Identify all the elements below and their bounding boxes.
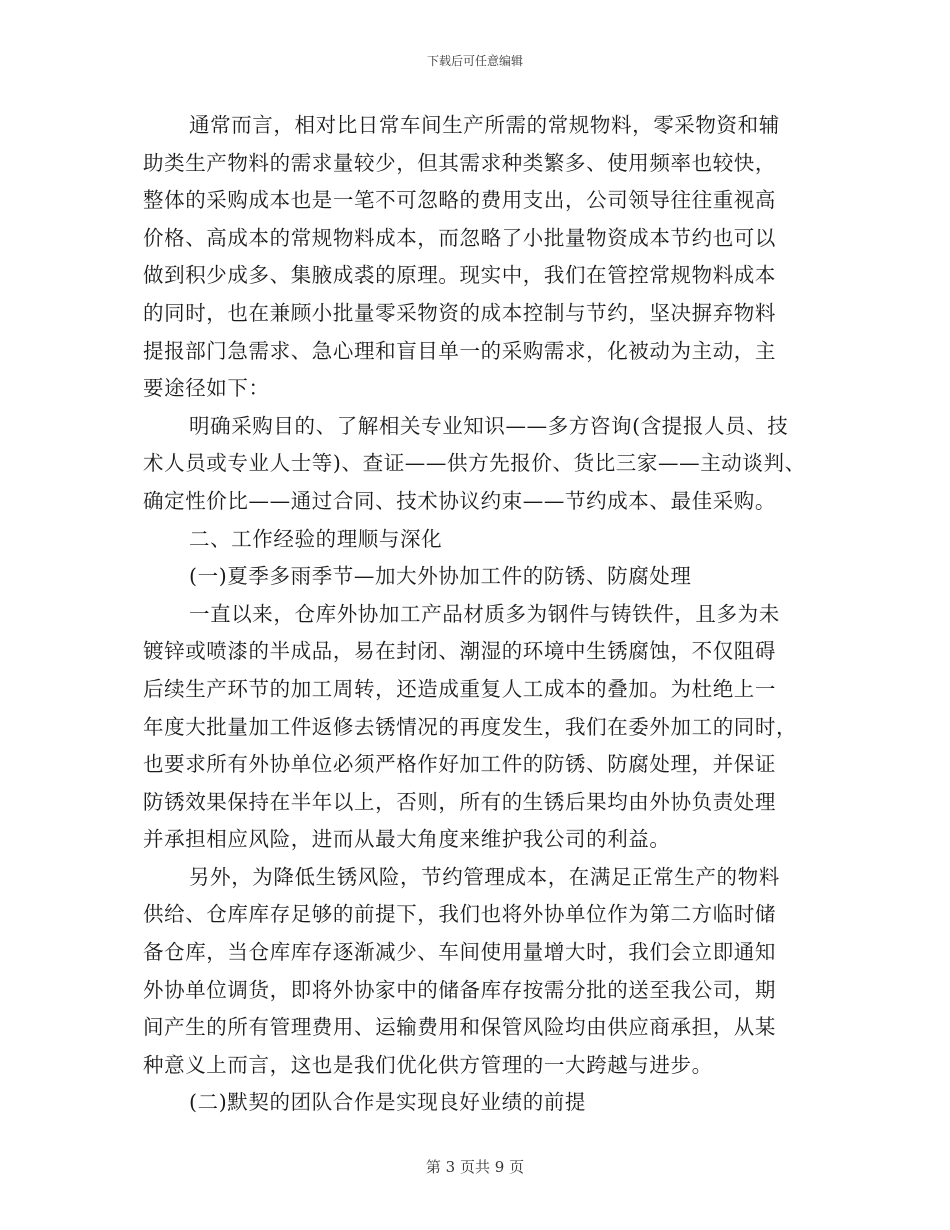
paragraph-line: 另外，为降低生锈风险，节约管理成本，在满足正常生产的物料 bbox=[189, 864, 780, 889]
body-text bbox=[143, 107, 833, 1122]
paragraph-line: 外协单位调货，即将外协家中的储备库存按需分批的送至我公司，期 bbox=[143, 977, 776, 1002]
page-header: 下载后可任意编辑 bbox=[426, 54, 523, 68]
paragraph-line: 术人员或专业人士等)、查证——供方先报价、货比三家——主动谈判、 bbox=[143, 451, 806, 476]
paragraph-line: 整体的采购成本也是一笔不可忽略的费用支出，公司领导往往重视高 bbox=[143, 188, 776, 213]
paragraph-line: 并承担相应风险，进而从最大角度来维护我公司的利益。 bbox=[143, 827, 671, 852]
paragraph-line: 一直以来，仓库外协加工产品材质多为钢件与铸铁件，且多为未 bbox=[189, 601, 780, 626]
paragraph-line: 做到积少成多、集腋成裘的原理。现实中，我们在管控常规物料成本 bbox=[143, 263, 776, 288]
subsection-heading: (二)默契的团队合作是实现良好业绩的前提 bbox=[189, 1090, 586, 1115]
paragraph-line: 的同时，也在兼顾小批量零采物资的成本控制与节约，坚决摒弃物料 bbox=[143, 300, 776, 325]
paragraph-line: 助类生产物料的需求量较少，但其需求种类繁多、使用频率也较快， bbox=[143, 150, 776, 175]
paragraph-line: 也要求所有外协单位必须严格作好加工件的防锈、防腐处理，并保证 bbox=[143, 752, 776, 777]
paragraph-line: 年度大批量加工件返修去锈情况的再度发生，我们在委外加工的同时， bbox=[143, 714, 798, 739]
paragraph-line: 要途径如下： bbox=[143, 376, 270, 401]
paragraph-line: 通常而言，相对比日常车间生产所需的常规物料，零采物资和辅 bbox=[189, 113, 780, 137]
paragraph-line: 价格、高成本的常规物料成本，而忽略了小批量物资成本节约也可以 bbox=[143, 225, 776, 250]
paragraph-line: 提报部门急需求、急心理和盲目单一的采购需求，化被动为主动，主 bbox=[143, 338, 776, 363]
paragraph-line: 明确采购目的、了解相关专业知识——多方咨询(含提报人员、技 bbox=[189, 413, 789, 438]
paragraph-line: 间产生的所有管理费用、运输费用和保管风险均由供应商承担，从某 bbox=[143, 1015, 776, 1040]
paragraph-line: 供给、仓库库存足够的前提下，我们也将外协单位作为第二方临时储 bbox=[143, 902, 776, 927]
section-heading: 二、工作经验的理顺与深化 bbox=[189, 526, 443, 551]
paragraph-line: 确定性价比——通过合同、技术协议约束——节约成本、最佳采购。 bbox=[143, 488, 776, 513]
paragraph-line: 种意义上而言，这也是我们优化供方管理的一大跨越与进步。 bbox=[143, 1052, 713, 1077]
paragraph-line: 镀锌或喷漆的半成品，易在封闭、潮湿的环境中生锈腐蚀，不仅阻碍 bbox=[143, 639, 776, 664]
paragraph-line: 备仓库，当仓库库存逐渐减少、车间使用量增大时，我们会立即通知 bbox=[143, 940, 776, 965]
paragraph-line: 防锈效果保持在半年以上，否则，所有的生锈后果均由外协负责处理 bbox=[143, 789, 776, 814]
paragraph-line: 后续生产环节的加工周转，还造成重复人工成本的叠加。为杜绝上一 bbox=[143, 676, 776, 701]
subsection-heading: (一)夏季多雨季节—加大外协加工件的防锈、防腐处理 bbox=[189, 564, 692, 589]
page-footer: 第 3 页共 9 页 bbox=[425, 1158, 525, 1176]
